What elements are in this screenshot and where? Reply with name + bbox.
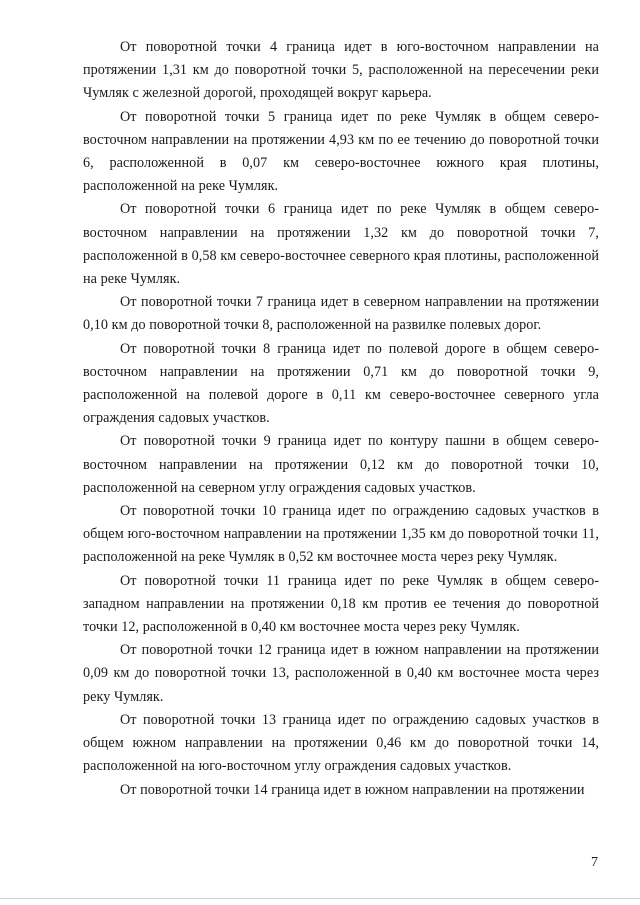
- paragraph-point-5: От поворотной точки 5 граница идет по реке Чумляк в общем северо-восточном направлении на протяжении 4,93 км по ее течению до поворотной точки 6, расположенной в 0,07 км северо-восточнее южного края плотины, расположенной на реке Чумляк.: [83, 108, 599, 195]
- paragraph-point-14: От поворотной точки 14 граница идет в южном направлении на протяжении: [120, 781, 585, 798]
- body-text: [83, 36, 599, 802]
- paragraph-point-7: От поворотной точки 7 граница идет в северном направлении на протяжении 0,10 км до поворотной точки 8, расположенной на развилке полевых дорог.: [83, 294, 599, 334]
- page-number: 7: [591, 855, 598, 870]
- page-bottom-edge: [0, 898, 640, 899]
- paragraph-point-13: От поворотной точки 13 граница идет по ограждению садовых участков в общем южном направлении на протяжении 0,46 км до поворотной точки 14, расположенной на юго-восточном углу ограждения садовых участков.: [83, 711, 599, 775]
- paragraph-point-12: От поворотной точки 12 граница идет в южном направлении на протяжении 0,09 км до поворотной точки 13, расположенной в 0,40 км восточнее моста через реку Чумляк.: [83, 642, 599, 705]
- paragraph-point-9: От поворотной точки 9 граница идет по контуру пашни в общем северо-восточном направлении на протяжении 0,12 км до поворотной точки 10, расположенной на северном углу ограждения садовых участков.: [83, 433, 599, 496]
- paragraph-point-10: От поворотной точки 10 граница идет по ограждению садовых участков в общем юго-восточном направлении на протяжении 1,35 км до поворотной точки 11, расположенной на реке Чумляк в 0,52 км восточнее моста через реку Чумляк.: [83, 503, 599, 566]
- paragraph-point-8: От поворотной точки 8 граница идет по полевой дороге в общем северо-восточном направлении на протяжении 0,71 км до поворотной точки 9, расположенной на полевой дороге в 0,11 км северо-восточнее северного угла ограждения садовых участков.: [83, 340, 599, 427]
- paragraph-point-6: От поворотной точки 6 граница идет по реке Чумляк в общем северо-восточном направлении на протяжении 1,32 км до поворотной точки 7, расположенной в 0,58 км северо-восточнее северного края плотины, расположенной на реке Чумляк.: [83, 201, 599, 288]
- paragraph-point-11: От поворотной точки 11 граница идет по реке Чумляк в общем северо-западном направлении на протяжении 0,18 км против ее течения до поворотной точки 12, расположенной в 0,40 км восточнее моста через реку Чумляк.: [83, 572, 599, 636]
- paragraph-point-4: От поворотной точки 4 граница идет в юго-восточном направлении на протяжении 1,31 км до поворотной точки 5, расположенной на пересечении реки Чумляк с железной дорогой, проходящей вокруг карьера.: [83, 39, 599, 102]
